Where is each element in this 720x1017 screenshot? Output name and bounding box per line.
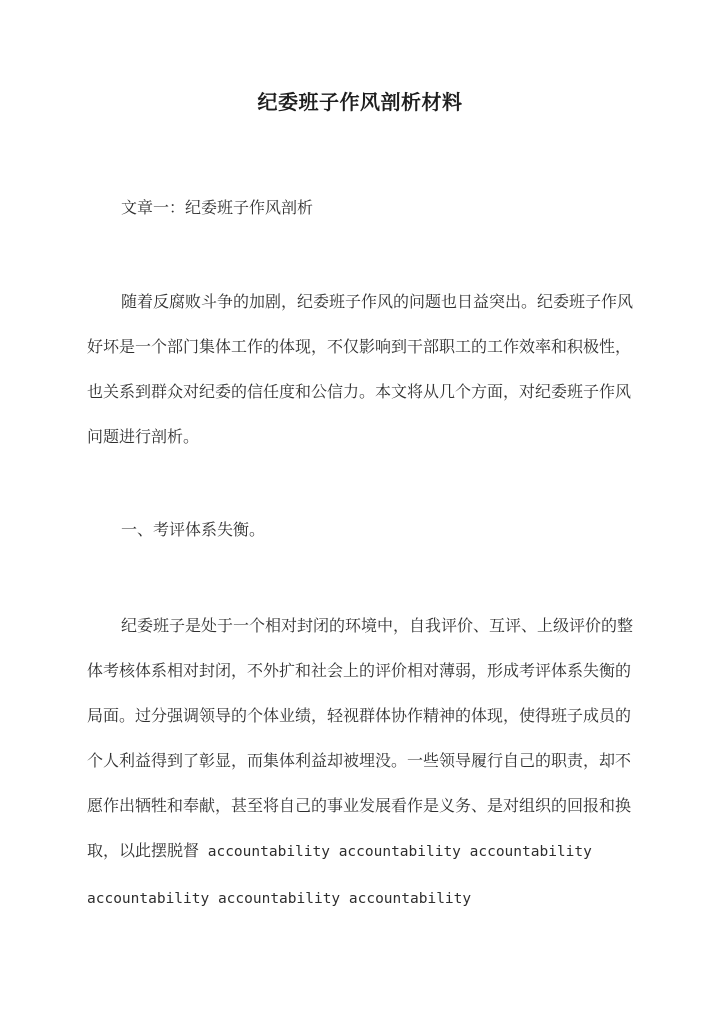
body-paragraph-text: 纪委班子是处于一个相对封闭的环境中，自我评价、互评、上级评价的整体考核体系相对封闭，不外扩和社会上的评价相对薄弱，形成考评体系失衡的局面。过分强调领导的个体业绩，轻视群体协作精神的体现，使得班子成员的个人利益得到了彰显，而集体利益却被埋没。一些领导履行自己的职责，却不愿作出牺牲和奉献，甚至将自己的事业发展看作是义务、是对组织的回报和换取，以此摆脱督 <box>87 616 634 860</box>
body-paragraph-tail: accountability accountability accountability accountability accountability accountability <box>87 844 592 907</box>
document-title: 纪委班子作风剖析材料 <box>257 90 463 114</box>
body-paragraph <box>87 603 633 922</box>
section-heading: 一、考评体系失衡。 <box>121 520 266 539</box>
article-heading: 文章一：纪委班子作风剖析 <box>121 198 314 217</box>
intro-paragraph: 随着反腐败斗争的加剧，纪委班子作风的问题也日益突出。纪委班子作风好坏是一个部门集体工作的体现，不仅影响到干部职工的工作效率和积极性，也关系到群众对纪委的信任度和公信力。本文将从几个方面，对纪委班子作风问题进行剖析。 <box>87 292 634 446</box>
